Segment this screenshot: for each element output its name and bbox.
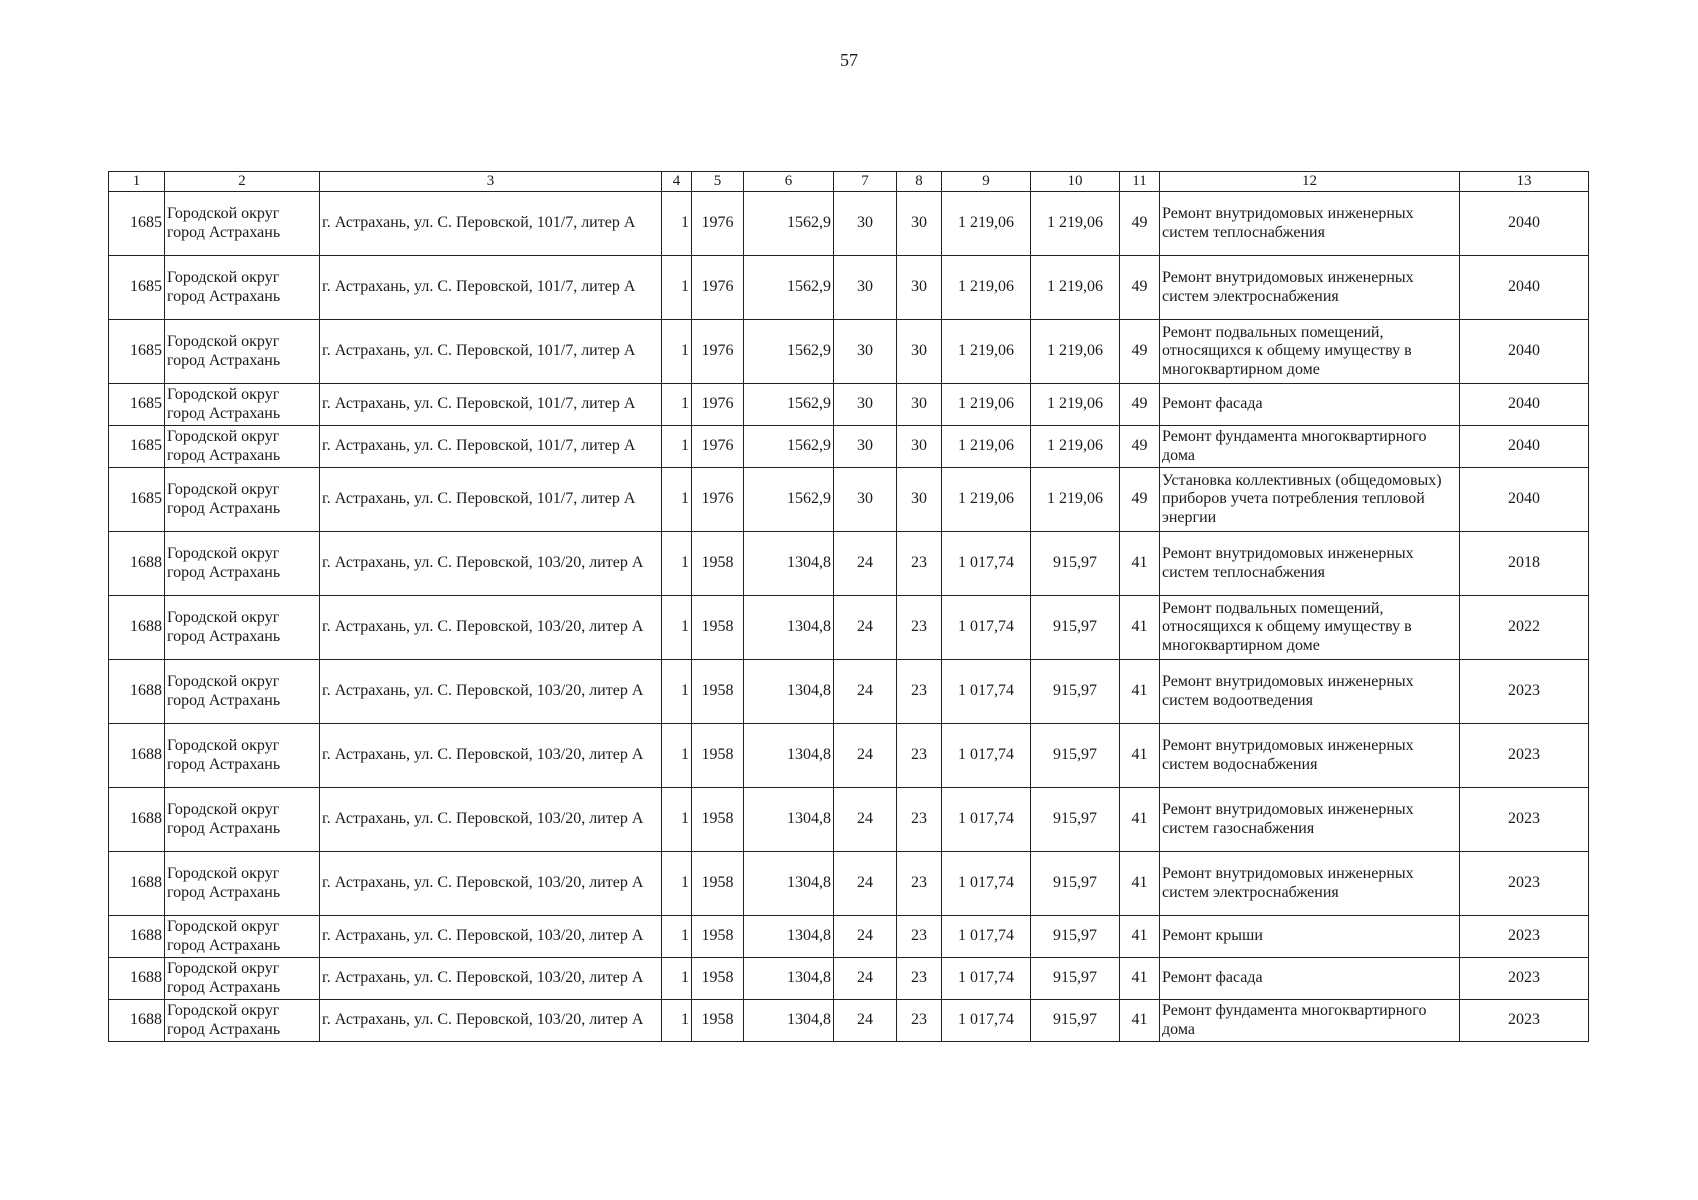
cell-work-type: Ремонт фундамента многоквартирного дома [1160,1000,1460,1042]
cell-col7: 24 [834,852,897,916]
column-header: 2 [165,172,320,192]
cell-col10: 915,97 [1031,1000,1120,1042]
cell-work-type: Ремонт внутридомовых инженерных систем электроснабжения [1160,256,1460,320]
cell-municipality: Городской округ город Астрахань [165,596,320,660]
cell-col10: 915,97 [1031,532,1120,596]
cell-col8: 30 [897,192,942,256]
cell-col4: 1 [662,660,692,724]
cell-total-area: 1304,8 [744,660,834,724]
cell-col9: 1 219,06 [942,384,1031,426]
cell-work-type: Ремонт подвальных помещений, относящихся к общему имуществу в многоквартирном доме [1160,320,1460,384]
table-row [109,426,1589,468]
cell-planned-year: 2023 [1460,724,1589,788]
cell-col9: 1 219,06 [942,426,1031,468]
cell-col10: 915,97 [1031,852,1120,916]
cell-col8: 23 [897,788,942,852]
cell-col11: 41 [1120,852,1160,916]
cell-year-built: 1976 [692,256,744,320]
cell-col11: 41 [1120,916,1160,958]
cell-total-area: 1562,9 [744,256,834,320]
cell-id: 1688 [109,958,165,1000]
cell-year-built: 1958 [692,660,744,724]
column-header: 13 [1460,172,1589,192]
column-header: 3 [320,172,662,192]
cell-address: г. Астрахань, ул. С. Перовской, 103/20, литер А [320,660,662,724]
cell-col8: 23 [897,1000,942,1042]
cell-work-type: Ремонт внутридомовых инженерных систем водоснабжения [1160,724,1460,788]
cell-col9: 1 219,06 [942,468,1031,532]
column-header: 7 [834,172,897,192]
cell-municipality: Городской округ город Астрахань [165,468,320,532]
table-row [109,532,1589,596]
cell-col4: 1 [662,532,692,596]
cell-total-area: 1562,9 [744,426,834,468]
cell-col9: 1 017,74 [942,532,1031,596]
cell-col7: 24 [834,660,897,724]
cell-id: 1685 [109,384,165,426]
cell-col11: 49 [1120,426,1160,468]
cell-col8: 23 [897,660,942,724]
cell-col9: 1 017,74 [942,596,1031,660]
cell-year-built: 1958 [692,852,744,916]
cell-id: 1685 [109,192,165,256]
table-row [109,256,1589,320]
cell-planned-year: 2023 [1460,958,1589,1000]
cell-address: г. Астрахань, ул. С. Перовской, 101/7, литер А [320,426,662,468]
cell-total-area: 1562,9 [744,320,834,384]
cell-col9: 1 017,74 [942,660,1031,724]
cell-work-type: Ремонт внутридомовых инженерных систем теплоснабжения [1160,192,1460,256]
cell-col9: 1 219,06 [942,320,1031,384]
cell-col10: 1 219,06 [1031,192,1120,256]
cell-col10: 915,97 [1031,958,1120,1000]
cell-col4: 1 [662,468,692,532]
cell-col11: 49 [1120,192,1160,256]
cell-total-area: 1304,8 [744,788,834,852]
cell-col9: 1 017,74 [942,724,1031,788]
cell-col4: 1 [662,724,692,788]
table-row [109,596,1589,660]
cell-id: 1688 [109,852,165,916]
cell-col9: 1 017,74 [942,788,1031,852]
cell-planned-year: 2023 [1460,916,1589,958]
cell-col8: 23 [897,532,942,596]
cell-col7: 30 [834,384,897,426]
cell-col9: 1 017,74 [942,916,1031,958]
cell-col8: 30 [897,384,942,426]
cell-planned-year: 2022 [1460,596,1589,660]
cell-id: 1688 [109,788,165,852]
table-row [109,192,1589,256]
cell-year-built: 1976 [692,192,744,256]
cell-planned-year: 2040 [1460,384,1589,426]
cell-col7: 30 [834,192,897,256]
cell-year-built: 1976 [692,468,744,532]
cell-municipality: Городской округ город Астрахань [165,660,320,724]
cell-col7: 30 [834,256,897,320]
cell-address: г. Астрахань, ул. С. Перовской, 103/20, литер А [320,852,662,916]
cell-col8: 30 [897,468,942,532]
cell-municipality: Городской округ город Астрахань [165,1000,320,1042]
cell-col4: 1 [662,852,692,916]
cell-col10: 1 219,06 [1031,320,1120,384]
table-row [109,788,1589,852]
cell-municipality: Городской округ город Астрахань [165,788,320,852]
cell-total-area: 1562,9 [744,384,834,426]
cell-municipality: Городской округ город Астрахань [165,724,320,788]
cell-address: г. Астрахань, ул. С. Перовской, 101/7, литер А [320,192,662,256]
cell-col10: 915,97 [1031,596,1120,660]
table-row [109,724,1589,788]
column-header: 9 [942,172,1031,192]
cell-col7: 24 [834,916,897,958]
cell-col10: 915,97 [1031,788,1120,852]
column-header: 1 [109,172,165,192]
cell-col7: 24 [834,596,897,660]
cell-year-built: 1958 [692,788,744,852]
cell-col10: 915,97 [1031,724,1120,788]
cell-col11: 41 [1120,532,1160,596]
cell-address: г. Астрахань, ул. С. Перовской, 103/20, литер А [320,1000,662,1042]
cell-col10: 915,97 [1031,660,1120,724]
cell-id: 1685 [109,256,165,320]
cell-col11: 41 [1120,788,1160,852]
cell-col4: 1 [662,1000,692,1042]
cell-planned-year: 2023 [1460,660,1589,724]
cell-col7: 30 [834,320,897,384]
cell-id: 1688 [109,596,165,660]
cell-address: г. Астрахань, ул. С. Перовской, 101/7, литер А [320,468,662,532]
cell-total-area: 1562,9 [744,192,834,256]
cell-municipality: Городской округ город Астрахань [165,426,320,468]
cell-col7: 30 [834,468,897,532]
column-header: 6 [744,172,834,192]
cell-id: 1688 [109,660,165,724]
cell-col9: 1 219,06 [942,256,1031,320]
cell-municipality: Городской округ город Астрахань [165,320,320,384]
cell-work-type: Ремонт крыши [1160,916,1460,958]
cell-col4: 1 [662,788,692,852]
table-row [109,916,1589,958]
table-row [109,320,1589,384]
cell-id: 1688 [109,532,165,596]
cell-total-area: 1304,8 [744,1000,834,1042]
cell-planned-year: 2018 [1460,532,1589,596]
cell-id: 1688 [109,724,165,788]
table-row [109,384,1589,426]
cell-work-type: Ремонт внутридомовых инженерных систем водоотведения [1160,660,1460,724]
cell-year-built: 1976 [692,320,744,384]
cell-col8: 23 [897,958,942,1000]
table-row [109,1000,1589,1042]
cell-address: г. Астрахань, ул. С. Перовской, 101/7, литер А [320,320,662,384]
cell-municipality: Городской округ город Астрахань [165,192,320,256]
cell-planned-year: 2040 [1460,192,1589,256]
cell-col8: 30 [897,256,942,320]
cell-municipality: Городской округ город Астрахань [165,384,320,426]
cell-col11: 41 [1120,596,1160,660]
table-row [109,852,1589,916]
cell-col11: 41 [1120,1000,1160,1042]
page-number: 57 [840,50,858,70]
cell-col4: 1 [662,916,692,958]
cell-col4: 1 [662,256,692,320]
cell-year-built: 1958 [692,532,744,596]
cell-address: г. Астрахань, ул. С. Перовской, 101/7, литер А [320,256,662,320]
cell-total-area: 1304,8 [744,958,834,1000]
cell-col7: 24 [834,724,897,788]
cell-col4: 1 [662,596,692,660]
cell-id: 1685 [109,320,165,384]
column-header: 5 [692,172,744,192]
cell-work-type: Ремонт фундамента многоквартирного дома [1160,426,1460,468]
cell-col11: 41 [1120,958,1160,1000]
cell-col7: 24 [834,958,897,1000]
cell-id: 1685 [109,426,165,468]
table-row [109,660,1589,724]
cell-year-built: 1958 [692,1000,744,1042]
cell-col11: 49 [1120,320,1160,384]
cell-municipality: Городской округ город Астрахань [165,852,320,916]
cell-col10: 915,97 [1031,916,1120,958]
cell-address: г. Астрахань, ул. С. Перовской, 103/20, литер А [320,958,662,1000]
cell-col9: 1 017,74 [942,852,1031,916]
cell-work-type: Ремонт внутридомовых инженерных систем электроснабжения [1160,852,1460,916]
cell-work-type: Ремонт внутридомовых инженерных систем газоснабжения [1160,788,1460,852]
table-row [109,958,1589,1000]
cell-col10: 1 219,06 [1031,256,1120,320]
cell-col4: 1 [662,426,692,468]
cell-col11: 49 [1120,468,1160,532]
cell-col4: 1 [662,320,692,384]
cell-year-built: 1958 [692,916,744,958]
cell-work-type: Ремонт фасада [1160,958,1460,1000]
cell-year-built: 1958 [692,724,744,788]
cell-col7: 24 [834,1000,897,1042]
cell-address: г. Астрахань, ул. С. Перовской, 101/7, литер А [320,384,662,426]
cell-work-type: Установка коллективных (общедомовых) приборов учета потребления тепловой энергии [1160,468,1460,532]
cell-id: 1688 [109,916,165,958]
cell-planned-year: 2040 [1460,468,1589,532]
cell-planned-year: 2023 [1460,788,1589,852]
cell-col9: 1 017,74 [942,958,1031,1000]
cell-id: 1688 [109,1000,165,1042]
cell-municipality: Городской округ город Астрахань [165,916,320,958]
column-header: 11 [1120,172,1160,192]
column-number-row [109,172,1589,192]
cell-col11: 49 [1120,256,1160,320]
cell-work-type: Ремонт внутридомовых инженерных систем теплоснабжения [1160,532,1460,596]
cell-col4: 1 [662,958,692,1000]
cell-col8: 23 [897,916,942,958]
cell-col11: 41 [1120,724,1160,788]
column-header: 12 [1160,172,1460,192]
cell-planned-year: 2040 [1460,320,1589,384]
cell-total-area: 1304,8 [744,724,834,788]
cell-address: г. Астрахань, ул. С. Перовской, 103/20, литер А [320,532,662,596]
cell-address: г. Астрахань, ул. С. Перовской, 103/20, литер А [320,596,662,660]
cell-municipality: Городской округ город Астрахань [165,958,320,1000]
cell-col8: 30 [897,426,942,468]
cell-year-built: 1958 [692,596,744,660]
cell-total-area: 1304,8 [744,532,834,596]
column-header: 8 [897,172,942,192]
table-row [109,468,1589,532]
cell-planned-year: 2040 [1460,426,1589,468]
cell-address: г. Астрахань, ул. С. Перовской, 103/20, литер А [320,916,662,958]
register-table [108,171,1589,1042]
cell-col11: 49 [1120,384,1160,426]
cell-planned-year: 2023 [1460,1000,1589,1042]
cell-work-type: Ремонт подвальных помещений, относящихся к общему имуществу в многоквартирном доме [1160,596,1460,660]
cell-total-area: 1304,8 [744,916,834,958]
cell-col10: 1 219,06 [1031,384,1120,426]
cell-total-area: 1562,9 [744,468,834,532]
cell-col10: 1 219,06 [1031,468,1120,532]
cell-col8: 23 [897,596,942,660]
cell-col7: 24 [834,788,897,852]
cell-col10: 1 219,06 [1031,426,1120,468]
cell-total-area: 1304,8 [744,852,834,916]
cell-col7: 24 [834,532,897,596]
column-header: 4 [662,172,692,192]
cell-col9: 1 017,74 [942,1000,1031,1042]
cell-id: 1685 [109,468,165,532]
cell-work-type: Ремонт фасада [1160,384,1460,426]
cell-municipality: Городской округ город Астрахань [165,256,320,320]
cell-col8: 23 [897,724,942,788]
cell-col8: 23 [897,852,942,916]
cell-year-built: 1976 [692,384,744,426]
column-header: 10 [1031,172,1120,192]
cell-planned-year: 2023 [1460,852,1589,916]
cell-col8: 30 [897,320,942,384]
cell-municipality: Городской округ город Астрахань [165,532,320,596]
cell-address: г. Астрахань, ул. С. Перовской, 103/20, литер А [320,724,662,788]
cell-total-area: 1304,8 [744,596,834,660]
cell-col4: 1 [662,384,692,426]
cell-col7: 30 [834,426,897,468]
cell-year-built: 1976 [692,426,744,468]
cell-address: г. Астрахань, ул. С. Перовской, 103/20, литер А [320,788,662,852]
cell-col11: 41 [1120,660,1160,724]
cell-col9: 1 219,06 [942,192,1031,256]
cell-planned-year: 2040 [1460,256,1589,320]
cell-col4: 1 [662,192,692,256]
cell-year-built: 1958 [692,958,744,1000]
